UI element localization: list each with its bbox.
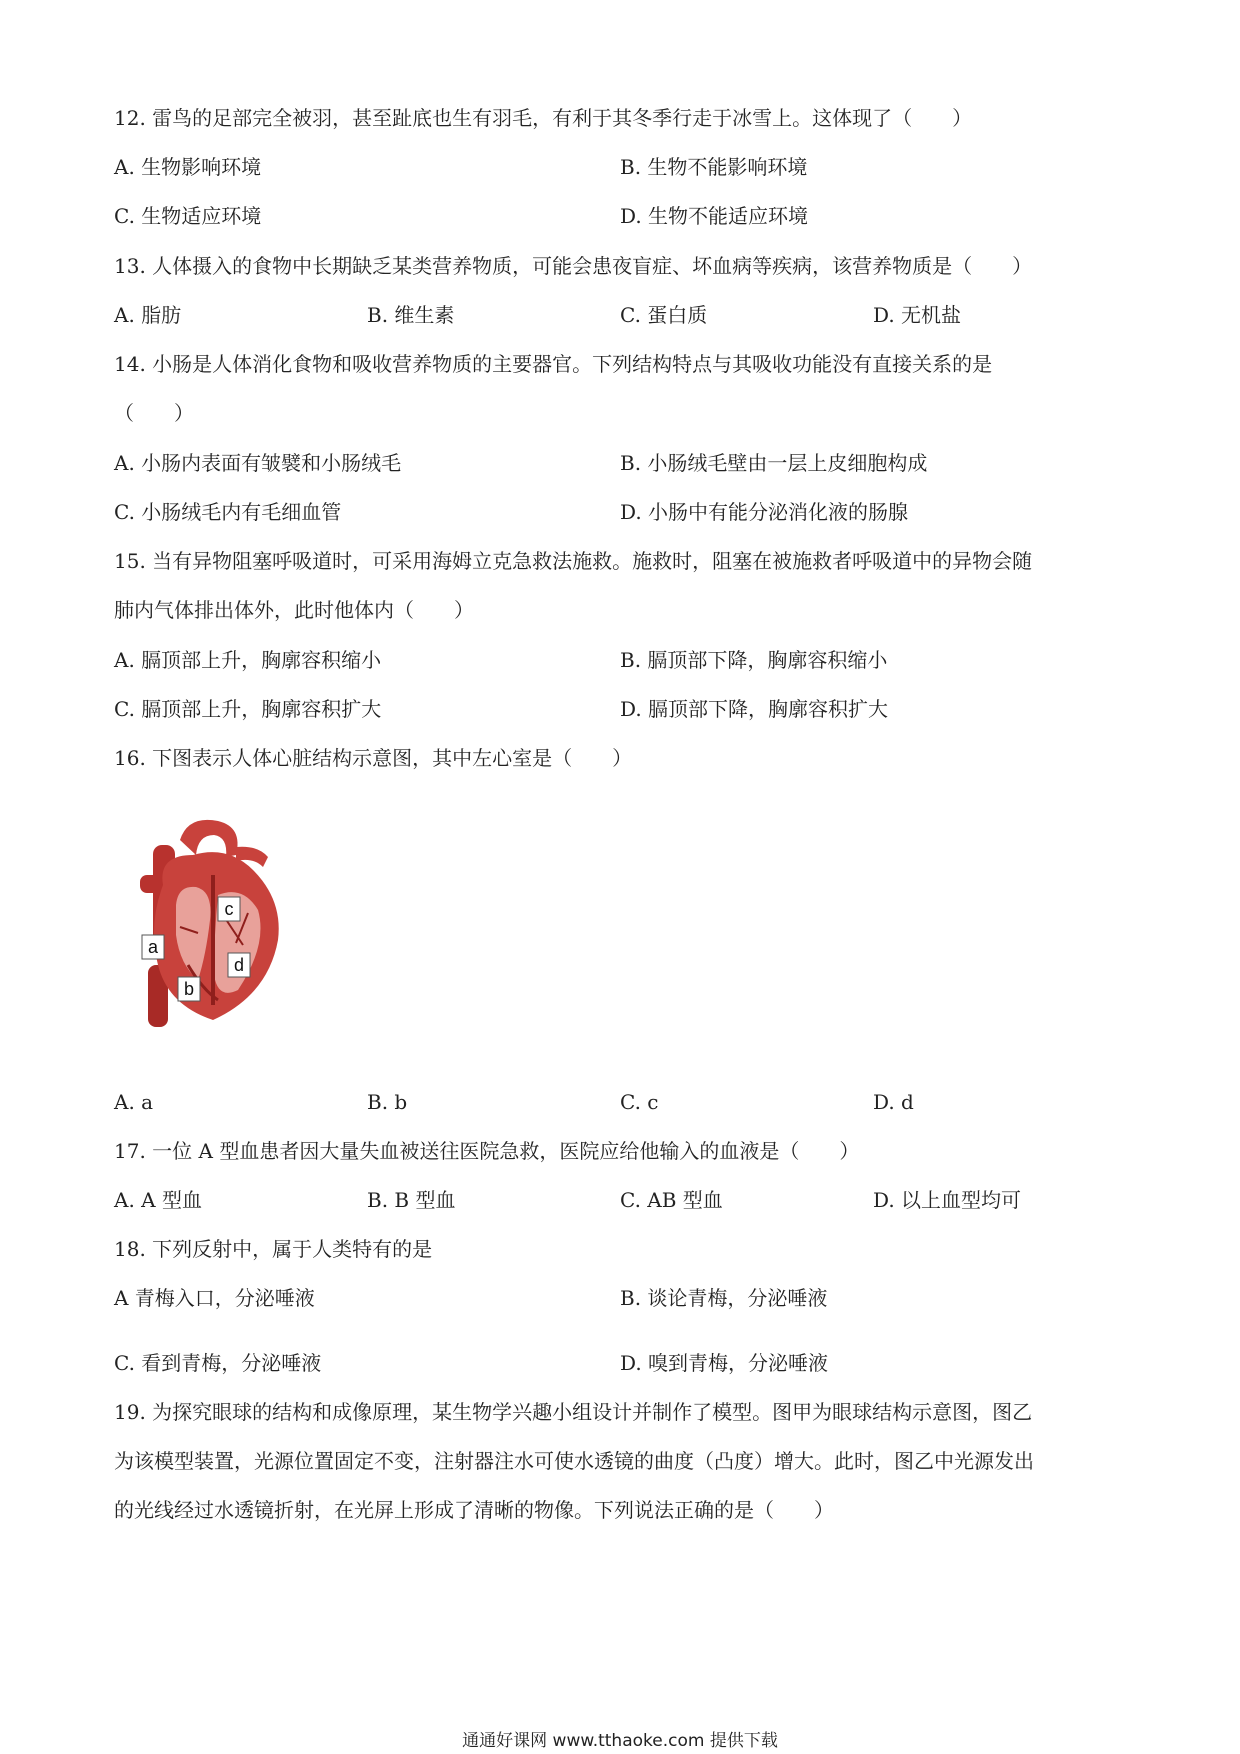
q18-option-c: C. 看到青梅，分泌唾液 xyxy=(114,1351,322,1375)
question-18-stem: 18. 下列反射中，属于人类特有的是 xyxy=(114,1237,433,1261)
q18-option-d: D. 嗅到青梅，分泌唾液 xyxy=(620,1351,829,1375)
q12-option-c: C. 生物适应环境 xyxy=(114,204,262,228)
q13-option-d: D. 无机盐 xyxy=(873,303,962,327)
question-14-stem-line1: 14. 小肠是人体消化食物和吸收营养物质的主要器官。下列结构特点与其吸收功能没有直接关系的是 xyxy=(114,352,993,376)
question-19-stem-line2: 为该模型装置，光源位置固定不变，注射器注水可使水透镜的曲度（凸度）增大。此时，图乙中光源发出 xyxy=(114,1449,1034,1473)
label-c xyxy=(218,897,240,921)
q14-option-a: A. 小肠内表面有皱襞和小肠绒毛 xyxy=(114,451,402,475)
q13-option-b: B. 维生素 xyxy=(367,303,455,327)
q16-option-a: A. a xyxy=(114,1090,154,1114)
q15-option-c: C. 膈顶部上升，胸廓容积扩大 xyxy=(114,697,382,721)
svg-text:d: d xyxy=(233,955,245,975)
question-12-stem: 12. 雷鸟的足部完全被羽，甚至趾底也生有羽毛，有利于其冬季行走于冰雪上。这体现了（ ） xyxy=(114,106,973,130)
q18-option-a: A 青梅入口，分泌唾液 xyxy=(114,1286,315,1310)
question-14-stem-line2: （ ） xyxy=(114,401,194,425)
question-15-stem-line1: 15. 当有异物阻塞呼吸道时，可采用海姆立克急救法施救。施救时，阻塞在被施救者呼吸道中的异物会随 xyxy=(114,549,1033,573)
svg-text:a: a xyxy=(147,937,159,957)
svg-text:b: b xyxy=(183,979,195,999)
heart-structure-diagram xyxy=(118,815,288,1033)
q14-option-c: C. 小肠绒毛内有毛细血管 xyxy=(114,500,342,524)
svg-text:c: c xyxy=(224,899,234,919)
question-13-stem: 13. 人体摄入的食物中长期缺乏某类营养物质，可能会患夜盲症、坏血病等疾病，该营养物质是（ ） xyxy=(114,254,1033,278)
q13-option-a: A. 脂肪 xyxy=(114,303,182,327)
q17-option-c: C. AB 型血 xyxy=(620,1188,723,1212)
q16-option-d: D. d xyxy=(873,1090,914,1114)
question-19-stem-line1: 19. 为探究眼球的结构和成像原理，某生物学兴趣小组设计并制作了模型。图甲为眼球结构示意图，图乙 xyxy=(114,1400,1033,1424)
q14-option-d: D. 小肠中有能分泌消化液的肠腺 xyxy=(620,500,909,524)
question-19-stem-line3: 的光线经过水透镜折射，在光屏上形成了清晰的物像。下列说法正确的是（ ） xyxy=(114,1498,834,1522)
q17-option-a: A. A 型血 xyxy=(114,1188,202,1212)
page-footer: 通通好课网 www.tthaoke.com 提供下载 xyxy=(462,1731,778,1751)
question-15-stem-line2: 肺内气体排出体外，此时他体内（ ） xyxy=(114,598,474,622)
q15-option-d: D. 膈顶部下降，胸廓容积扩大 xyxy=(620,697,889,721)
q13-option-c: C. 蛋白质 xyxy=(620,303,708,327)
q16-option-b: B. b xyxy=(367,1090,408,1114)
question-17-stem: 17. 一位 A 型血患者因大量失血被送往医院急救，医院应给他输入的血液是（ ） xyxy=(114,1139,860,1163)
q18-option-b: B. 谈论青梅，分泌唾液 xyxy=(620,1286,828,1310)
q12-option-d: D. 生物不能适应环境 xyxy=(620,204,809,228)
q15-option-b: B. 膈顶部下降，胸廓容积缩小 xyxy=(620,648,888,672)
q12-option-a: A. 生物影响环境 xyxy=(114,155,262,179)
heart-illustration xyxy=(140,820,279,1027)
q15-option-a: A. 膈顶部上升，胸廓容积缩小 xyxy=(114,648,382,672)
label-b xyxy=(178,977,200,1001)
question-16-stem: 16. 下图表示人体心脏结构示意图，其中左心室是（ ） xyxy=(114,746,633,770)
label-d xyxy=(228,953,250,977)
q17-option-b: B. B 型血 xyxy=(367,1188,456,1212)
q14-option-b: B. 小肠绒毛壁由一层上皮细胞构成 xyxy=(620,451,928,475)
q16-option-c: C. c xyxy=(620,1090,659,1114)
label-a xyxy=(142,935,164,959)
q17-option-d: D. 以上血型均可 xyxy=(873,1188,1022,1212)
q12-option-b: B. 生物不能影响环境 xyxy=(620,155,808,179)
